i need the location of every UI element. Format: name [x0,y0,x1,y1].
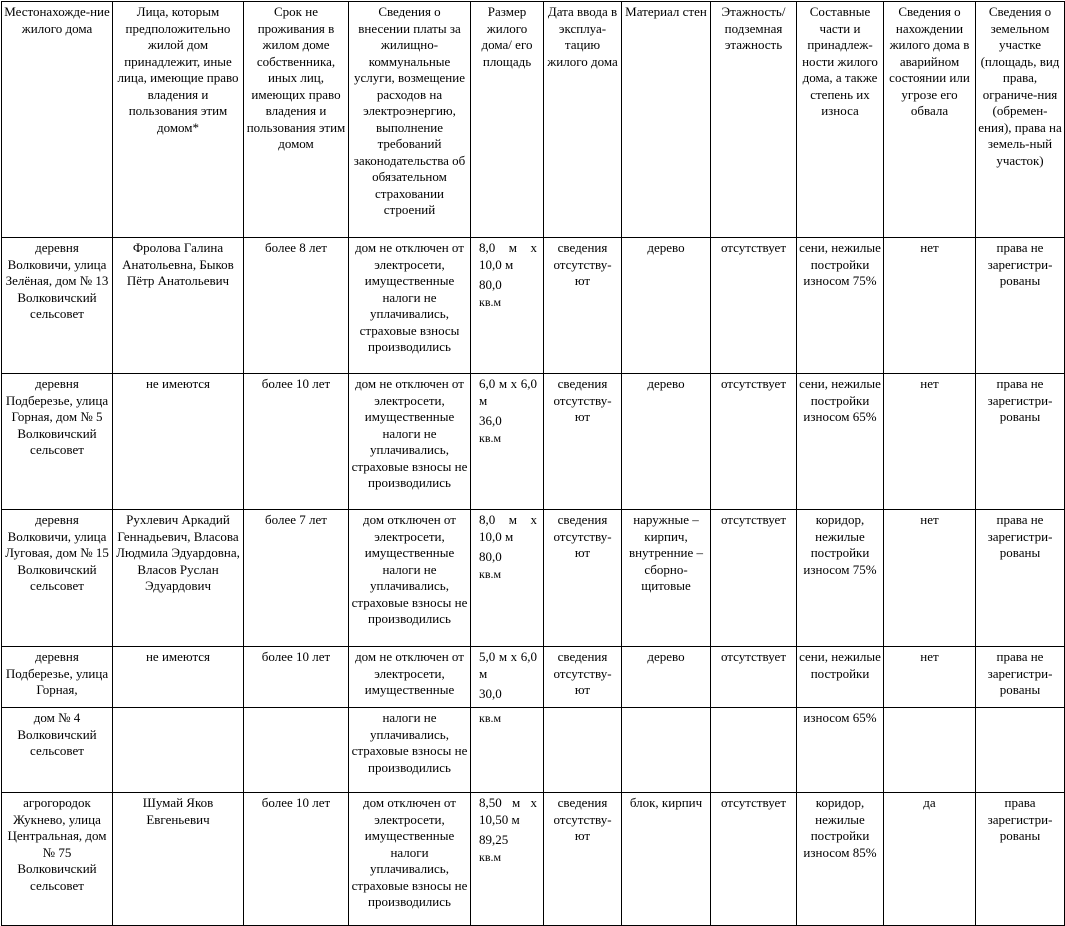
payments-cell: дом не отключен от электросети, имущественные налоги не уплачивались, страховые взносы не производились [349,374,471,510]
components-cell: износом 65% [797,708,884,793]
house-registry-table [1,1,1065,926]
header-row [2,2,1065,238]
commission-date-cell [544,708,622,793]
header-land: Сведения о земельном участке (площадь, вид права, ограниче-ния (обремен-ения), права на земель-ный участок) [976,2,1065,238]
size-cell [471,238,544,374]
persons-cell: не имеются [113,374,244,510]
absence-cell: более 8 лет [244,238,349,374]
location-cell: деревня Волковичи, улица Зелёная, дом № 13 Волковичский сельсовет [2,238,113,374]
absence-cell: более 10 лет [244,793,349,926]
persons-cell: Рухлевич Аркадий Геннадьевич, Власова Людмила Эдуардовна, Власов Руслан Эдуардович [113,510,244,647]
wall-material-cell: блок, кирпич [622,793,711,926]
components-cell: коридор, нежилые постройки износом 85% [797,793,884,926]
commission-date-cell: сведения отсутству-ют [544,647,622,708]
land-cell: права не зарегистри-рованы [976,647,1065,708]
table-row [2,374,1065,510]
land-cell: права не зарегистри-рованы [976,238,1065,374]
size-cell [471,510,544,647]
absence-cell: более 10 лет [244,374,349,510]
size-cell [471,374,544,510]
size-dimensions: 8,50 м х 10,50 м [479,795,537,827]
absence-cell [244,708,349,793]
location-cell: деревня Подберезье, улица Горная, дом № 5 Волковичский сельсовет [2,374,113,510]
persons-cell: Шумай Яков Евгеньевич [113,793,244,926]
absence-cell: более 7 лет [244,510,349,647]
floors-cell: отсутствует [711,647,797,708]
header-components: Составные части и принадлеж-ности жилого дома, а также степень их износа [797,2,884,238]
header-floors: Этажность/ подземная этажность [711,2,797,238]
table-row [2,647,1065,708]
commission-date-cell: сведения отсутству-ют [544,374,622,510]
payments-cell: дом отключен от электросети, имущественные налоги уплачивались, страховые взносы не производились [349,793,471,926]
header-location: Местонахожде-ние жилого дома [2,2,113,238]
size-dimensions: 5,0 м х 6,0 м [479,649,537,681]
land-cell: права не зарегистри-рованы [976,510,1065,647]
header-absence: Срок не проживания в жилом доме собственника, иных лиц, имеющих право владения и пользования этим домом [244,2,349,238]
wall-material-cell: наружные – кирпич, внутренние – сборно-щитовые [622,510,711,647]
components-cell: коридор, нежилые постройки износом 75% [797,510,884,647]
commission-date-cell: сведения отсутству-ют [544,510,622,647]
land-cell: права зарегистри-рованы [976,793,1065,926]
size-area: 30,0 [479,686,502,701]
location-cell: деревня Волковичи, улица Луговая, дом № 15 Волковичский сельсовет [2,510,113,647]
header-size: Размер жилого дома/ его площадь [471,2,544,238]
land-cell: права не зарегистри-рованы [976,374,1065,510]
size-unit: кв.м [479,430,502,445]
absence-cell: более 10 лет [244,647,349,708]
payments-cell: налоги не уплачивались, страховые взносы не производились [349,708,471,793]
size-unit: кв.м [479,566,502,581]
size-area: 89,25 [479,832,509,847]
header-persons: Лица, которым предположительно жилой дом принадлежит, иные лица, имеющие право владения и пользования этим домом* [113,2,244,238]
table-row [2,708,1065,793]
floors-cell: отсутствует [711,510,797,647]
components-cell: сени, нежилые постройки износом 75% [797,238,884,374]
floors-cell: отсутствует [711,793,797,926]
emergency-cell: нет [884,238,976,374]
persons-cell [113,708,244,793]
location-cell: агрогородок Жукнево, улица Центральная, дом № 75 Волковичский сельсовет [2,793,113,926]
header-wall-material: Материал стен [622,2,711,238]
wall-material-cell [622,708,711,793]
floors-cell [711,708,797,793]
header-payments: Сведения о внесении платы за жилищно-коммунальные услуги, возмещение расходов на электроэнергию, выполнение требований законодательства об обязательном страховании строений [349,2,471,238]
persons-cell: Фролова Галина Анатольевна, Быков Пётр Анатольевич [113,238,244,374]
wall-material-cell: дерево [622,238,711,374]
size-area: 80,0 [479,549,502,564]
location-cell: деревня Подберезье, улица Горная, [2,647,113,708]
wall-material-cell: дерево [622,647,711,708]
floors-cell: отсутствует [711,374,797,510]
payments-cell: дом не отключен от электросети, имущественные [349,647,471,708]
emergency-cell: нет [884,510,976,647]
location-cell: дом № 4 Волковичский сельсовет [2,708,113,793]
size-unit: кв.м [479,711,502,725]
size-dimensions: 8,0 м х 10,0 м [479,240,537,272]
size-unit: кв.м [479,849,502,864]
emergency-cell: да [884,793,976,926]
emergency-cell: нет [884,374,976,510]
land-cell [976,708,1065,793]
size-cell [471,708,544,793]
floors-cell: отсутствует [711,238,797,374]
commission-date-cell: сведения отсутству-ют [544,793,622,926]
components-cell: сени, нежилые постройки износом 65% [797,374,884,510]
payments-cell: дом не отключен от электросети, имущественные налоги не уплачивались, страховые взносы производились [349,238,471,374]
header-commission-date: Дата ввода в эксплуа-тацию жилого дома [544,2,622,238]
size-cell [471,647,544,708]
table-row [2,510,1065,647]
size-dimensions: 8,0 м х 10,0 м [479,512,537,544]
commission-date-cell: сведения отсутству-ют [544,238,622,374]
size-area: 36,0 [479,413,502,428]
components-cell: сени, нежилые постройки [797,647,884,708]
wall-material-cell: дерево [622,374,711,510]
persons-cell: не имеются [113,647,244,708]
size-unit: кв.м [479,294,502,309]
size-area: 80,0 [479,277,502,292]
payments-cell: дом отключен от электросети, имущественные налоги не уплачивались, страховые взносы не производились [349,510,471,647]
table-row [2,238,1065,374]
header-emergency: Сведения о нахождении жилого дома в аварийном состоянии или угрозе его обвала [884,2,976,238]
size-dimensions: 6,0 м х 6,0 м [479,376,537,408]
table-row [2,793,1065,926]
size-cell [471,793,544,926]
emergency-cell: нет [884,647,976,708]
emergency-cell [884,708,976,793]
